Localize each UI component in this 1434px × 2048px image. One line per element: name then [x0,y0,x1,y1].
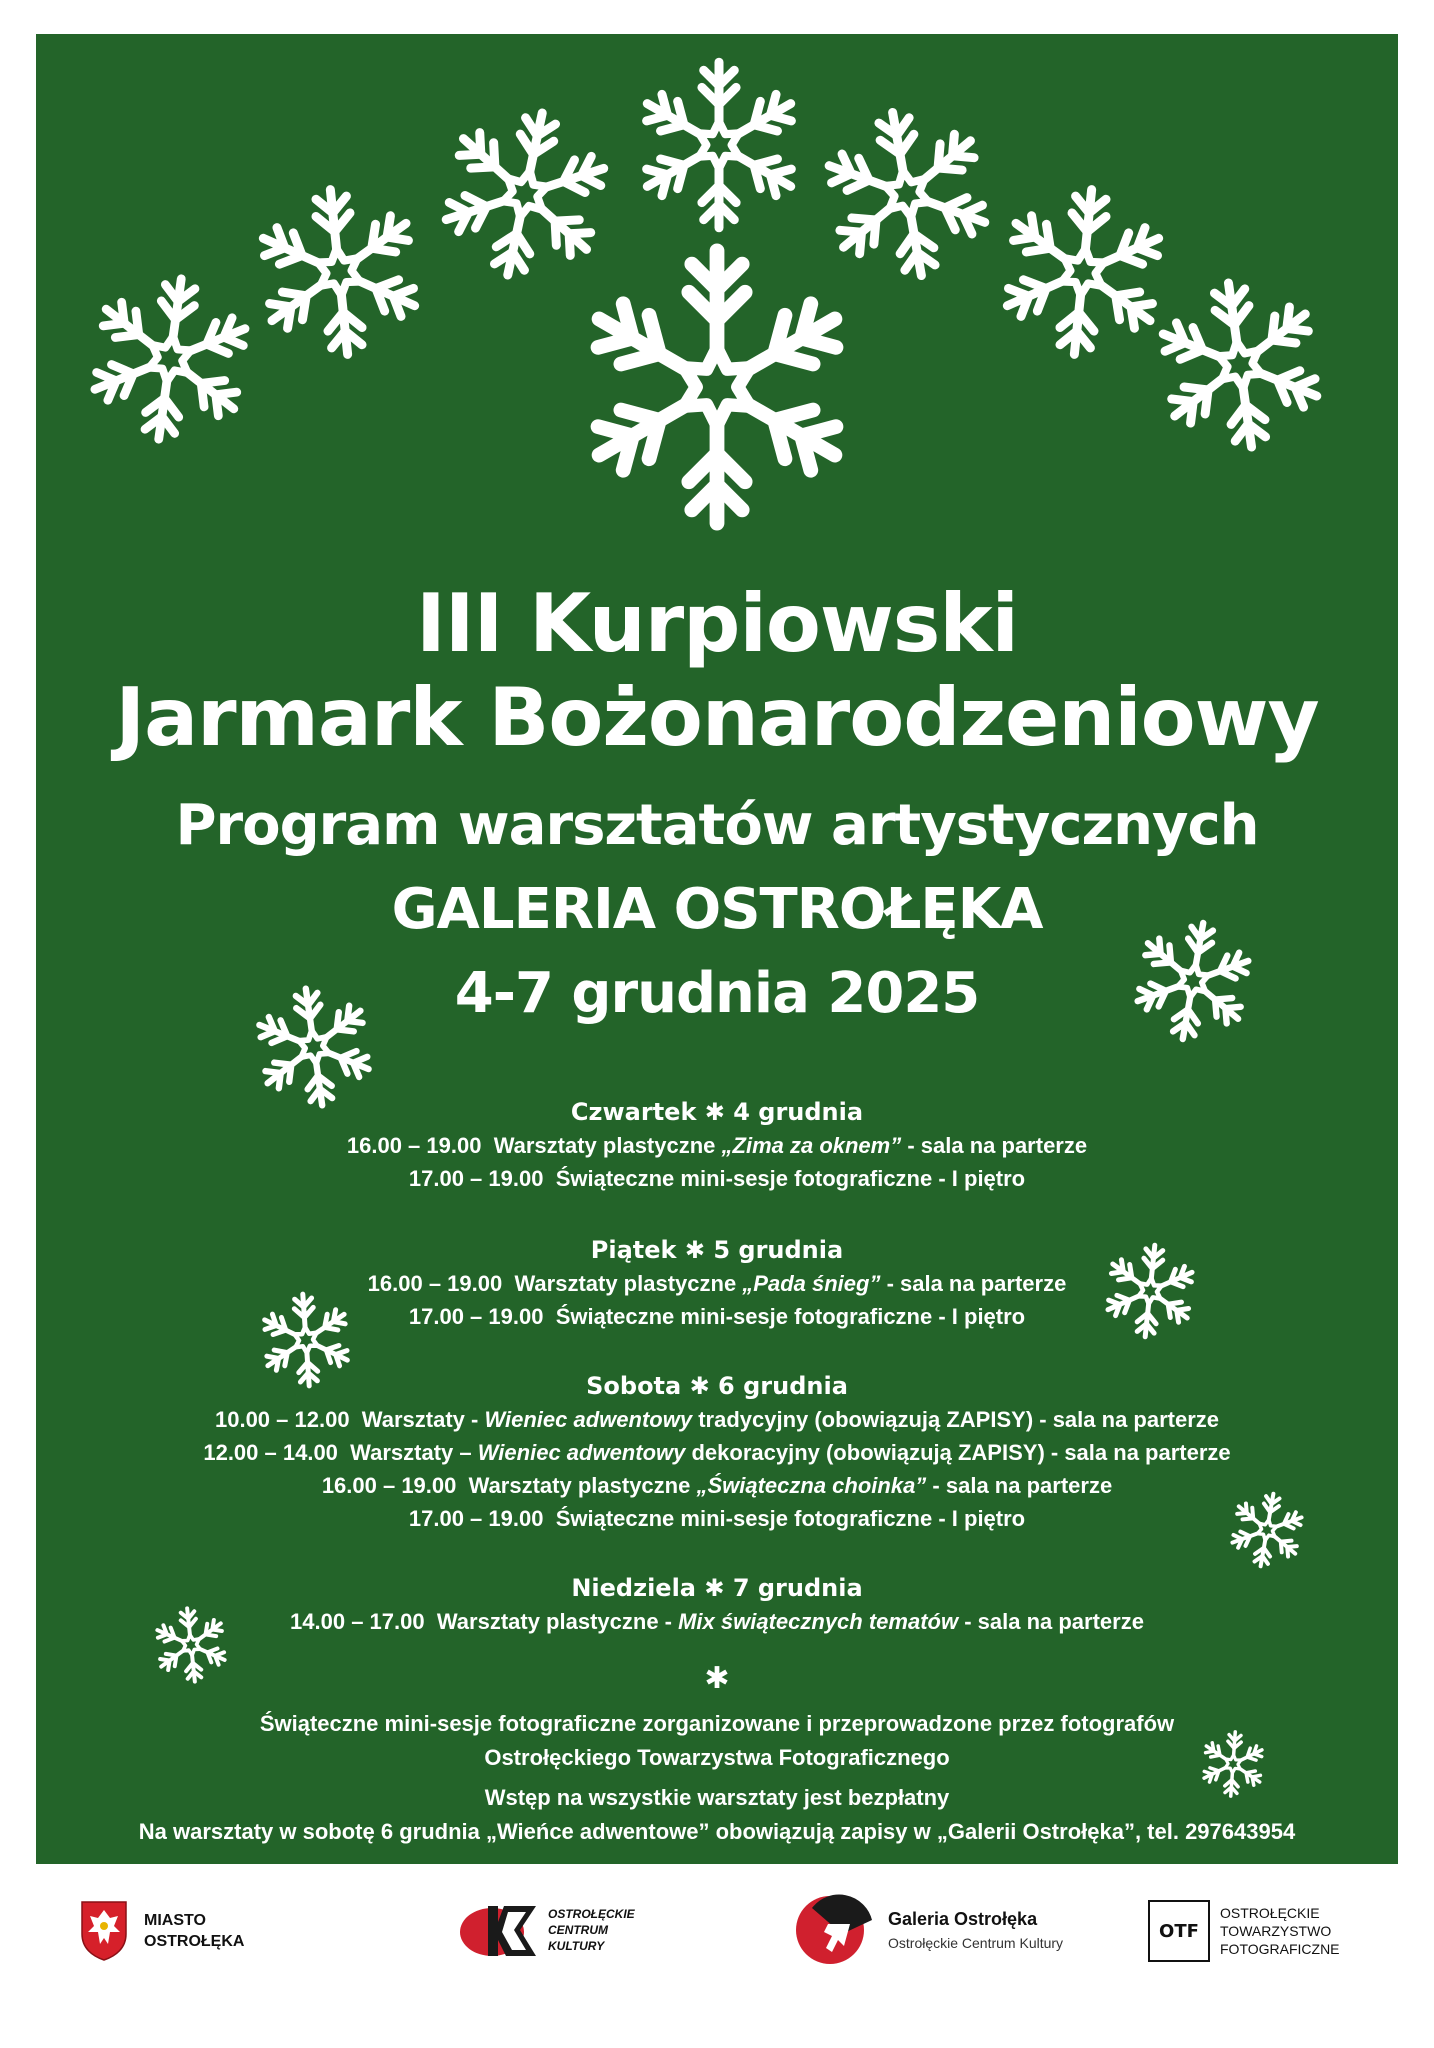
row-topic: „Pada śnieg” [742,1271,881,1296]
row-text: Warsztaty - [361,1407,485,1432]
logo-otf [1148,1900,1340,1962]
note-line: Wstęp na wszystkie warsztaty jest bezpłatny [484,1785,950,1810]
row-time: 17.00 – 19.00 [408,1166,544,1191]
ock-logo-icon [458,1900,538,1960]
otf-name-line: FOTOGRAFICZNE [1220,1941,1340,1957]
row-time: 16.00 – 19.00 [321,1473,457,1498]
day-heading: Niedziela ✱ 7 grudnia [571,1574,863,1602]
row-place: dekoracyjny (obowiązują ZAPISY) - sala na parterze [685,1440,1231,1465]
row-place: - sala na parterze [901,1133,1088,1158]
snowflake-icon [81,268,259,450]
row-topic: „Świąteczna choinka” [696,1473,927,1498]
schedule-row [36,1605,1398,1638]
poster-subtitle: Program warsztatów artystycznych [175,793,1259,858]
row-topic: „Zima za oknem” [721,1133,902,1158]
row-text: Świąteczne mini-sesje fotograficzne - I piętro [555,1304,1026,1329]
row-text: Świąteczne mini-sesje fotograficzne - I piętro [555,1506,1026,1531]
logo-gallery [792,1894,1063,1966]
row-time: 10.00 – 12.00 [214,1407,350,1432]
poster-title-line-1: III Kurpiowski [416,577,1018,670]
row-time: 16.00 – 19.00 [346,1133,482,1158]
snowflake-icon [251,181,428,362]
row-text: Świąteczne mini-sesje fotograficzne - I piętro [555,1166,1026,1191]
row-time: 14.00 – 17.00 [290,1609,425,1634]
ock-name-line: CENTRUM [548,1923,608,1937]
schedule-row [36,1403,1398,1436]
row-time: 17.00 – 19.00 [408,1506,544,1531]
snowflake-icon [639,62,800,228]
row-place: - sala na parterze [958,1609,1144,1634]
row-text: Warsztaty plastyczne [493,1133,722,1158]
row-topic: Wieniec adwentowy [477,1440,686,1465]
note-line: Ostrołęckiego Towarzystwa Fotograficznego [484,1745,950,1770]
row-place: - sala na parterze [926,1473,1113,1498]
otf-name-line: OSTROŁĘCKIE [1220,1905,1320,1921]
snowflake-icon [995,181,1172,362]
city-name-line: OSTROŁĘKA [144,1933,245,1950]
poster-dates: 4-7 grudnia 2025 [454,961,980,1026]
schedule-row [36,1267,1398,1300]
logo-ock [458,1900,635,1960]
snowflake-icon [429,96,620,291]
schedule-row [36,1129,1398,1162]
schedule-row [36,1469,1398,1502]
gallery-subtitle: Ostrołęckie Centrum Kultury [888,1935,1064,1951]
snowflake-icon [585,251,849,523]
coat-of-arms-icon [80,1900,128,1962]
row-text: Warsztaty – [350,1440,478,1465]
event-poster [36,34,1398,1864]
ock-name-line: OSTROŁĘCKIE [548,1907,635,1921]
row-place: - sala na parterze [880,1271,1067,1296]
sponsor-logos [0,1864,1434,2048]
day-heading: Sobota ✱ 6 grudnia [586,1372,848,1400]
day-heading: Piątek ✱ 5 grudnia [590,1236,844,1264]
gallery-logo-icon [792,1894,878,1966]
poster-venue: GALERIA OSTROŁĘKA [391,877,1043,942]
separator-bullet: ✱ [704,1661,730,1696]
row-time: 12.00 – 14.00 [203,1440,338,1465]
snowflake-icon [814,99,1001,290]
ock-name-line: KULTURY [548,1939,605,1953]
row-topic: Wieniec adwentowy [484,1407,693,1432]
row-topic: Mix świątecznych tematów [678,1609,959,1634]
poster-title-line-2: Jarmark Bożonarodzeniowy [115,671,1319,764]
schedule-row [36,1502,1398,1535]
city-name-line: MIASTO [144,1912,206,1929]
schedule-row [36,1436,1398,1469]
note-line: Na warsztaty w sobotę 6 grudnia „Wieńce adwentowe” obowiązują zapisy w „Galerii Ostrołęka”, tel. 297643954 [138,1819,1296,1844]
row-text: Warsztaty plastyczne - [436,1609,679,1634]
note-line: Świąteczne mini-sesje fotograficzne zorganizowane i przeprowadzone przez fotografów [259,1711,1175,1736]
snowflake-icon [1149,272,1331,458]
row-time: 16.00 – 19.00 [367,1271,503,1296]
row-text: Warsztaty plastyczne [514,1271,743,1296]
otf-name-line: TOWARZYSTWO [1220,1923,1332,1939]
schedule-row [36,1300,1398,1333]
row-place: tradycyjny (obowiązują ZAPISY) - sala na parterze [692,1407,1220,1432]
schedule-row [36,1162,1398,1195]
day-heading: Czwartek ✱ 4 grudnia [570,1098,864,1126]
row-time: 17.00 – 19.00 [408,1304,544,1329]
logo-city [80,1900,244,1962]
otf-logo-icon: OTF [1148,1900,1210,1962]
gallery-name: Galeria Ostrołęka [888,1909,1038,1929]
row-text: Warsztaty plastyczne [468,1473,697,1498]
